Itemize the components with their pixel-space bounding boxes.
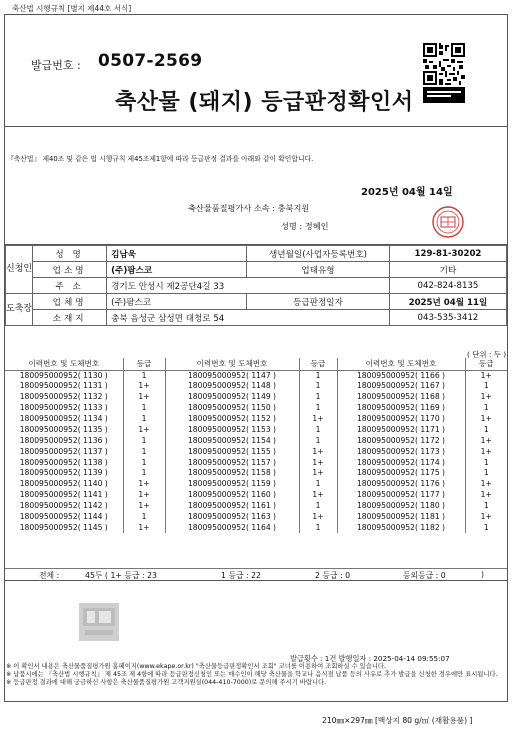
column-header: 등급 bbox=[299, 358, 337, 370]
table-row bbox=[5, 414, 507, 425]
grade-cell: 1 bbox=[299, 392, 337, 403]
trace-number-cell: 180095000952( 1164 ) bbox=[165, 522, 299, 533]
inspector-affiliation: 축산물품질평가사 소속 : 충북지원 bbox=[188, 203, 310, 213]
grade-cell: 1+ bbox=[299, 512, 337, 523]
applicant-name: 김남욱 bbox=[107, 246, 247, 262]
trace-number-cell: 180095000952( 1145 ) bbox=[19, 522, 108, 532]
grade-cell: 1 bbox=[299, 435, 337, 446]
grade-cell: 1+ bbox=[299, 446, 337, 457]
trace-number-cell: 180095000952( 1173 ) bbox=[337, 446, 465, 457]
business-type-label: 업태유형 bbox=[247, 262, 390, 278]
footnote: ※ 이 확인서 내용은 축산물품질평가원 홈페이지(www.ekape.or.kr) "축산물등급판정확인서 조회" 코너를 이용하여 조회하실 수 있습니다. bbox=[6, 663, 387, 670]
table-row bbox=[5, 435, 507, 446]
slaughterhouse-phone: 043-535-3412 bbox=[389, 310, 506, 326]
unit-label: ( 단위 : 두 ) bbox=[467, 350, 507, 359]
grade1-count: 1 등급 : 22 bbox=[221, 571, 262, 580]
trace-number-cell: 180095000952( 1137 ) bbox=[19, 446, 108, 456]
grade-cell: 1 bbox=[465, 424, 507, 435]
table-row bbox=[5, 370, 507, 381]
applicant-phone: 042-824-8135 bbox=[389, 278, 506, 294]
page-title: 축산물 (돼지) 등급판정확인서 bbox=[115, 90, 414, 115]
grade-cell: 1 bbox=[123, 457, 165, 468]
trace-number-cell: 180095000952( 1153 ) bbox=[165, 424, 299, 435]
reg-number-label: 생년월일(사업자등록번호) bbox=[247, 246, 390, 262]
grade-cell: 1+ bbox=[123, 424, 165, 435]
trace-number-cell: 180095000952( 1182 ) bbox=[337, 522, 465, 533]
slaughterhouse-location: 충북 음성군 삼성면 대청로 54 bbox=[107, 310, 390, 326]
trace-number-cell: 180095000952( 1174 ) bbox=[337, 457, 465, 468]
grade-cell: 1 bbox=[299, 403, 337, 414]
issue-number: 0507-2569 bbox=[98, 51, 203, 71]
official-seal-icon bbox=[431, 205, 465, 239]
grade-cell: 1+ bbox=[299, 457, 337, 468]
trace-number-cell: 180095000952( 1158 ) bbox=[165, 468, 299, 479]
trace-number-cell: 180095000952( 1180 ) bbox=[337, 501, 465, 512]
trace-number-cell: 180095000952( 1170 ) bbox=[337, 414, 465, 425]
grade-cell: 1+ bbox=[123, 522, 165, 533]
column-header: 이력번호 및 도체번호 bbox=[5, 358, 123, 370]
table-row bbox=[5, 457, 507, 468]
grade-cell: 1+ bbox=[123, 479, 165, 490]
grading-date: 2025년 04월 11일 bbox=[389, 294, 506, 310]
column-header: 이력번호 및 도체번호 bbox=[337, 358, 465, 370]
grade-cell: 1 bbox=[299, 370, 337, 381]
trace-number-cell: 180095000952( 1163 ) bbox=[165, 512, 299, 523]
grade-cell: 1+ bbox=[299, 414, 337, 425]
footnotes bbox=[6, 663, 506, 687]
trace-number-cell: 180095000952( 1175 ) bbox=[337, 468, 465, 479]
footnote: ※ 등급판정 결과에 대해 궁금하신 사항은 축산물품질평가원 고객지원실(044-410-7000)로 문의해 주시기 바랍니다. bbox=[6, 679, 327, 686]
grade-table bbox=[5, 358, 507, 533]
slaughterhouse-side-label: 도축장 bbox=[6, 294, 33, 326]
grade-cell: 1+ bbox=[465, 446, 507, 457]
grade-cell: 1+ bbox=[123, 392, 165, 403]
grade-cell: 1 bbox=[123, 403, 165, 414]
location-label: 소재지 bbox=[33, 310, 107, 326]
trace-number-cell: 180095000952( 1160 ) bbox=[165, 490, 299, 501]
trace-number-cell: 180095000952( 1141 ) bbox=[19, 490, 108, 500]
grade2-count: 2 등급 : 0 bbox=[315, 571, 351, 580]
footnote: ※ 납품시에는 『축산법 시행규칙』 제 45조 제 4항에 따라 등급판정신청인 또는 매수인이 해당 축산물을 학교나 음식점 납품 등의 사유로 추가 발급을 신청한 경우에만 표시됩니다. bbox=[6, 671, 498, 678]
table-row bbox=[5, 392, 507, 403]
table-row bbox=[5, 424, 507, 435]
trace-number-cell: 180095000952( 1140 ) bbox=[19, 479, 108, 489]
issue-date: 2025년 04월 14일 bbox=[361, 187, 453, 198]
grade-cell: 1+ bbox=[465, 490, 507, 501]
trace-number-cell: 180095000952( 1167 ) bbox=[337, 381, 465, 392]
table-row bbox=[5, 512, 507, 523]
trace-number-cell: 180095000952( 1169 ) bbox=[337, 403, 465, 414]
trace-number-cell: 180095000952( 1148 ) bbox=[165, 381, 299, 392]
trace-number-cell: 180095000952( 1177 ) bbox=[337, 490, 465, 501]
grade-cell: 1 bbox=[465, 468, 507, 479]
grade-cell: 1+ bbox=[465, 414, 507, 425]
trace-number-cell: 180095000952( 1171 ) bbox=[337, 424, 465, 435]
trace-number-cell: 180095000952( 1149 ) bbox=[165, 392, 299, 403]
grade-cell: 1 bbox=[299, 501, 337, 512]
grade-cell: 1 bbox=[123, 414, 165, 425]
table-row bbox=[5, 381, 507, 392]
grade-cell: 1 bbox=[465, 501, 507, 512]
column-header: 이력번호 및 도체번호 bbox=[165, 358, 299, 370]
trace-number-cell: 180095000952( 1136 ) bbox=[19, 435, 108, 445]
trace-number-cell: 180095000952( 1132 ) bbox=[19, 392, 108, 402]
grade-cell: 1+ bbox=[465, 392, 507, 403]
trace-number-cell: 180095000952( 1176 ) bbox=[337, 479, 465, 490]
out-grade-count: 등외등급 : 0 bbox=[403, 571, 446, 580]
table-row bbox=[5, 522, 507, 533]
trace-number-cell: 180095000952( 1157 ) bbox=[165, 457, 299, 468]
trace-number-cell: 180095000952( 1168 ) bbox=[337, 392, 465, 403]
trace-number-cell: 180095000952( 1155 ) bbox=[165, 446, 299, 457]
applicant-name-label: 성 명 bbox=[33, 246, 107, 262]
slaughterhouse-name: (주)팜스코 bbox=[107, 294, 247, 310]
grade-cell: 1 bbox=[465, 522, 507, 533]
grade-cell: 1 bbox=[123, 370, 165, 381]
grade-cell: 1+ bbox=[465, 370, 507, 381]
address-label: 주 소 bbox=[33, 278, 107, 294]
applicant-address: 경기도 안성시 제2공단4길 33 bbox=[107, 278, 390, 294]
trace-number-cell: 180095000952( 1181 ) bbox=[337, 512, 465, 523]
applicant-side-label: 신청인 bbox=[6, 246, 33, 294]
table-row bbox=[5, 468, 507, 479]
grading-date-label: 등급판정일자 bbox=[247, 294, 390, 310]
grade-cell: 1 bbox=[299, 479, 337, 490]
grade-cell: 1 bbox=[123, 435, 165, 446]
grade-cell: 1+ bbox=[123, 490, 165, 501]
grade-cell: 1 bbox=[465, 381, 507, 392]
trace-number-cell: 180095000952( 1154 ) bbox=[165, 435, 299, 446]
grade-cell: 1 bbox=[299, 424, 337, 435]
trace-number-cell: 180095000952( 1130 ) bbox=[19, 370, 108, 380]
grade-cell: 1+ bbox=[299, 468, 337, 479]
grade-cell: 1 bbox=[465, 457, 507, 468]
agency-stamp-icon bbox=[79, 603, 119, 641]
issue-number-label: 발급번호 : bbox=[31, 59, 81, 72]
trace-number-cell: 180095000952( 1172 ) bbox=[337, 435, 465, 446]
certificate bbox=[4, 14, 508, 702]
table-row bbox=[5, 501, 507, 512]
grade-table-body bbox=[5, 370, 507, 533]
trace-number-cell: 180095000952( 1144 ) bbox=[19, 512, 108, 522]
trace-number-cell: 180095000952( 1150 ) bbox=[165, 403, 299, 414]
info-table bbox=[5, 245, 507, 326]
business-name-label: 업소명 bbox=[33, 262, 107, 278]
table-row bbox=[5, 403, 507, 414]
grade-cell: 1+ bbox=[465, 435, 507, 446]
table-row bbox=[5, 490, 507, 501]
totals-summary: 45두 ( 1+ 등급 : 23 bbox=[85, 571, 157, 580]
form-label: 축산법 시행규칙 [별지 제44호 서식] bbox=[12, 4, 132, 13]
totals-close: ) bbox=[481, 570, 485, 579]
grade-cell: 1+ bbox=[123, 381, 165, 392]
grade-cell: 1+ bbox=[123, 501, 165, 512]
trace-number-cell: 180095000952( 1139 ) bbox=[19, 468, 108, 478]
trace-number-cell: 180095000952( 1166 ) bbox=[337, 370, 465, 381]
grade-cell: 1 bbox=[299, 522, 337, 533]
business-name: (주)팜스코 bbox=[107, 262, 247, 278]
table-row bbox=[5, 479, 507, 490]
legal-statement: 『축산법』 제40조 및 같은 법 시행규칙 제45조제1항에 따라 등급판정 결과를 아래와 같이 확인합니다. bbox=[7, 155, 314, 163]
trace-number-cell: 180095000952( 1131 ) bbox=[19, 381, 108, 391]
grade-cell: 1 bbox=[123, 512, 165, 523]
table-row bbox=[5, 446, 507, 457]
grade-cell: 1 bbox=[299, 381, 337, 392]
totals-label: 전체 : bbox=[39, 571, 60, 580]
trace-number-cell: 180095000952( 1147 ) bbox=[165, 370, 299, 381]
title-section bbox=[5, 15, 507, 127]
grade-cell: 1 bbox=[465, 403, 507, 414]
company-name-label: 업체명 bbox=[33, 294, 107, 310]
inspector-name: 성명 : 정혜인 bbox=[281, 221, 329, 231]
grade-cell: 1+ bbox=[465, 512, 507, 523]
trace-number-cell: 180095000952( 1142 ) bbox=[19, 501, 108, 511]
trace-number-cell: 180095000952( 1135 ) bbox=[19, 424, 108, 434]
reg-number: 129-81-30202 bbox=[389, 246, 506, 262]
trace-number-cell: 180095000952( 1134 ) bbox=[19, 414, 108, 423]
business-type: 기타 bbox=[389, 262, 506, 278]
column-header: 등급 bbox=[465, 358, 507, 370]
trace-number-cell: 180095000952( 1133 ) bbox=[19, 403, 108, 413]
trace-number-cell: 180095000952( 1152 ) bbox=[165, 414, 299, 425]
grade-cell: 1 bbox=[123, 468, 165, 479]
grade-cell: 1+ bbox=[465, 479, 507, 490]
qr-code-icon[interactable] bbox=[423, 43, 465, 103]
grade-cell: 1 bbox=[123, 446, 165, 457]
trace-number-cell: 180095000952( 1138 ) bbox=[19, 457, 108, 467]
issue-info: 발급횟수 : 1건 발행일자 : 2025-04-14 09:55:07 bbox=[290, 654, 450, 663]
column-header: 등급 bbox=[123, 358, 165, 370]
trace-number-cell: 180095000952( 1159 ) bbox=[165, 479, 299, 490]
trace-number-cell: 180095000952( 1161 ) bbox=[165, 501, 299, 512]
grade-cell: 1+ bbox=[299, 490, 337, 501]
confirmation-section bbox=[5, 127, 507, 245]
totals-row bbox=[5, 568, 507, 581]
paper-spec: 210㎜×297㎜ [백상지 80 g/㎡ (재활용품) ] bbox=[322, 716, 473, 725]
